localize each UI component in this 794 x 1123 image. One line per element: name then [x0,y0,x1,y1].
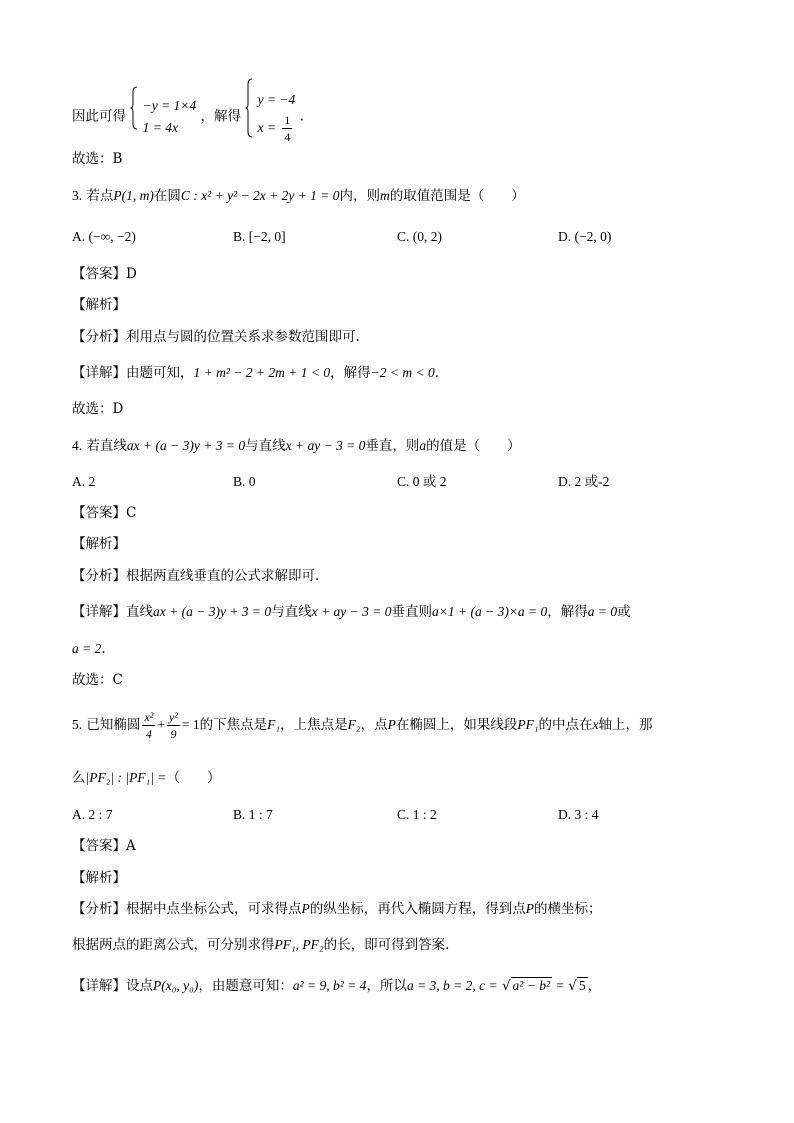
text: 垂直则 [391,604,432,620]
math: = [556,978,564,993]
math: x + ay − 3 = 0 [311,604,392,619]
text: 的横坐标； [534,901,602,917]
text: 若直线 [86,438,127,454]
equation: 1 = 4x [142,120,178,135]
equation-system [143,95,197,139]
math: P(x₀, y₀) [153,978,199,993]
question-number: 4. [72,438,83,453]
question-number: 5. [72,717,83,732]
choose-line [72,149,122,169]
math: a² − b² [512,978,551,993]
math: F₁ [267,717,281,732]
text: . [299,108,304,125]
math: a [419,438,427,453]
text: 与直线 [245,438,286,454]
text: 的取值范围是（ ） [389,188,525,204]
denominator: 9 [170,727,177,741]
option-c: C. (0, 2) [397,229,442,244]
answer: 【答案】A [72,838,136,854]
analysis-heading: 【解析】 [72,297,126,313]
numerator: y² [168,710,178,724]
analysis [72,899,602,919]
fraction [167,709,180,742]
equation: −y = 1×4 [142,98,197,113]
detail [72,602,631,622]
analysis-heading: 【解析】 [72,536,126,552]
text: 在圆 [153,188,181,204]
text: 【详解】由题可知， [72,365,194,381]
option-b: B. [−2, 0] [233,229,286,244]
option-d: D. 3 : 4 [558,807,599,822]
analysis-continued [72,935,449,955]
option-c: C. 0 或 2 [397,474,447,489]
sqrt-icon: √ [501,978,511,994]
math: m [380,188,390,203]
math: x [592,717,599,732]
left-brace-icon [245,78,253,156]
text: ，所以 [366,978,407,994]
text: 因此可得 [72,108,126,125]
math: ax + (a − 3)y + 3 = 0 [126,438,246,453]
text: 故选：B [72,151,123,167]
text: ，解得 [200,108,241,125]
text: ，解得 [547,604,588,620]
math: PF₁ [517,717,539,732]
question-3 [72,186,525,206]
left-brace-icon [130,86,138,148]
text: 已知椭圆 [86,717,141,733]
option-d: D. (−2, 0) [558,229,612,244]
question-4 [72,436,521,456]
text: . [101,641,106,657]
text: 若点 [86,188,114,204]
option-a: A. 2 : 7 [72,807,113,822]
option-a: A. (−∞, −2) [72,229,136,244]
equation: x = [257,120,277,135]
text: 内，则 [339,188,381,204]
math: + [157,717,165,732]
option-c: C. 1 : 2 [397,807,437,822]
math: P [525,901,534,916]
math: PF₁, PF₂ [274,937,324,952]
detail [72,363,439,383]
question-5 [72,706,653,744]
question-5-continued [72,768,220,788]
math: x + ay − 3 = 0 [285,438,366,453]
math: a = 3, b = 2, c = [406,978,498,993]
math: C : x² + y² − 2x + 2y + 1 = 0 [180,188,340,203]
numerator: x² [144,710,154,724]
sqrt-icon: √ [568,978,577,994]
fraction [142,709,155,742]
detail [72,976,601,996]
text: 的中点在 [538,717,593,733]
question-number: 3. [72,188,83,203]
text: 么 [72,770,86,786]
math: ax + (a − 3)y + 3 = 0 [153,604,272,619]
equation: y = −4 [257,92,296,107]
math: P [387,717,396,732]
answer: 【答案】D [72,266,137,282]
choose-line: 故选：D [72,401,124,417]
math: 1 + m² − 2 + 2m + 1 < 0 [193,365,331,380]
text: ，点 [360,717,388,733]
math: = 1 [181,717,200,732]
system-solution-line [72,78,304,156]
option-d: D. 2 或-2 [558,474,610,489]
solution-system [258,89,296,145]
text: 根据两点的距离公式，可分别求得 [72,937,275,953]
math: F₂ [347,717,361,732]
text: （ ） [166,770,221,786]
text: 的下焦点是 [199,717,268,733]
math: |PF₂| : |PF₁| = [85,770,167,785]
text: 【分析】根据中点坐标公式，可求得点 [72,901,302,917]
text: 与直线 [271,604,312,620]
analysis: 【分析】利用点与圆的位置关系求参数范围即可. [72,329,360,345]
math: a = 2 [72,641,102,656]
denominator: 4 [284,130,291,144]
choose-line: 故选：C [72,672,123,688]
text: 或 [617,604,631,620]
text: 在椭圆上，如果线段 [395,717,518,733]
denominator: 4 [145,727,152,741]
answer: 【答案】C [72,505,137,521]
option-b: B. 0 [233,474,256,489]
numerator: 1 [284,113,291,127]
math: a = 0 [587,604,618,619]
text: 的纵坐标，再代入椭圆方程，得到点 [309,901,526,917]
text: 的值是（ ） [426,438,521,454]
option-b: B. 1 : 7 [233,807,273,822]
text: ，由题意可知： [198,978,293,994]
text: 【详解】设点 [72,978,153,994]
text: 垂直，则 [365,438,420,454]
math: P [301,901,310,916]
text: ，解得 [330,365,371,381]
text: . [434,365,439,381]
math: P(1, m) [113,188,154,203]
math: a² = 9, b² = 4 [292,978,367,993]
text: ， [587,978,602,994]
math: 5 [578,978,586,993]
text: 的长，即可得到答案. [323,937,450,953]
text: 轴上，那 [598,717,653,733]
fraction [282,112,292,145]
text: 【详解】直线 [72,604,153,620]
math: −2 < m < 0 [370,365,435,380]
analysis: 【分析】根据两直线垂直的公式求解即可. [72,568,320,584]
option-a: A. 2 [72,474,96,489]
text: ，上焦点是 [280,717,348,733]
analysis-heading: 【解析】 [72,870,126,886]
math: a×1 + (a − 3)×a = 0 [432,604,548,619]
detail-continued [72,639,106,659]
